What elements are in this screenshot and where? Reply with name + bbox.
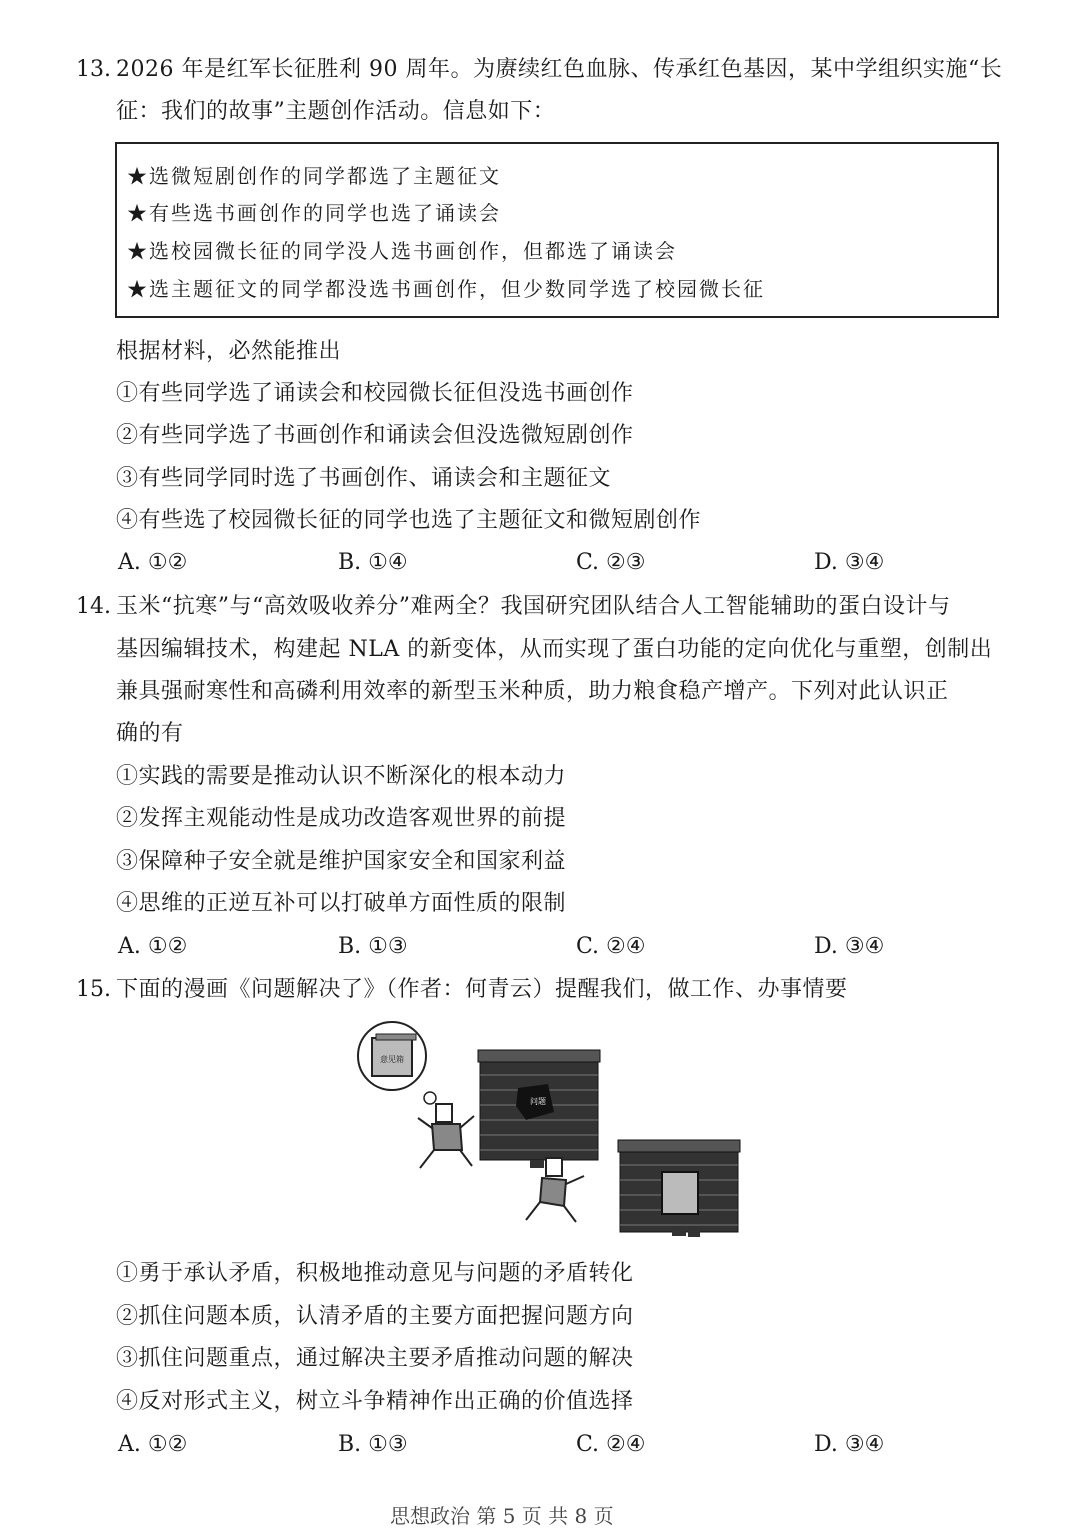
q13-number: 13.: [76, 57, 111, 82]
q13-item-1: ①有些同学选了诵读会和校园微长征但没选书画创作: [116, 381, 634, 406]
q15-item-3: ③抓住问题重点，通过解决主要矛盾推动问题的解决: [116, 1346, 634, 1371]
q14-item-1: ①实践的需要是推动认识不断深化的根本动力: [116, 764, 567, 789]
q14-option-c[interactable]: C. ②④: [576, 934, 646, 959]
q15-item-4: ④反对形式主义，树立斗争精神作出正确的价值选择: [116, 1389, 634, 1414]
q14-number: 14.: [76, 594, 111, 619]
page-footer: 思想政治 第 5 页 共 8 页: [390, 1504, 614, 1528]
q14-option-b[interactable]: B. ①③: [338, 934, 408, 959]
brick-wall-with-box-icon: [618, 1140, 740, 1237]
q15-options: [118, 1431, 1018, 1459]
brick-wall-icon: [478, 1050, 600, 1169]
q15-option-b[interactable]: B. ①③: [338, 1432, 408, 1457]
q13-box-line-3: ★选校园微长征的同学没人选书画创作，但都选了诵读会: [127, 239, 677, 263]
q13-stem-line2: 征：我们的故事”主题创作活动。信息如下：: [116, 99, 556, 124]
q14-option-d[interactable]: D. ③④: [814, 934, 885, 959]
q15-option-d[interactable]: D. ③④: [814, 1432, 885, 1457]
q13-item-4: ④有些选了校园微长征的同学也选了主题征文和微短剧创作: [116, 508, 702, 533]
q15-option-a[interactable]: A. ①②: [118, 1432, 188, 1457]
q14-stem-line4: 确的有: [116, 721, 184, 746]
q13-stem-line1: 2026 年是红军长征胜利 90 周年。为赓续红色血脉、传承红色基因，某中学组织实施“长: [116, 57, 1003, 82]
cartoon-illustration: [350, 1020, 750, 1250]
cartoon-hole-label: 问题: [530, 1097, 546, 1106]
q13-item-3: ③有些同学同时选了书画创作、诵读会和主题征文: [116, 466, 612, 491]
q14-item-3: ③保障种子安全就是维护国家安全和国家利益: [116, 849, 567, 874]
q14-item-4: ④思维的正逆互补可以打破单方面性质的限制: [116, 891, 567, 916]
q15-number: 15.: [76, 977, 111, 1002]
q13-prompt: 根据材料，必然能推出: [116, 339, 342, 364]
q13-box-line-4: ★选主题征文的同学都没选书画创作，但少数同学选了校园微长征: [127, 277, 765, 301]
q13-options: [118, 549, 1018, 577]
q13-box-line-1: ★选微短剧创作的同学都选了主题征文: [127, 164, 501, 188]
q13-item-2: ②有些同学选了书画创作和诵读会但没选微短剧创作: [116, 423, 634, 448]
q15-stem: 下面的漫画《问题解决了》（作者：何青云）提醒我们，做工作、办事情要: [116, 977, 848, 1002]
q13-option-d[interactable]: D. ③④: [814, 550, 885, 575]
person-icon: [418, 1104, 474, 1168]
q13-option-a[interactable]: A. ①②: [118, 550, 188, 575]
q13-option-b[interactable]: B. ①④: [338, 550, 408, 575]
q14-options: [118, 933, 1018, 961]
cartoon-box-label: 意见箱: [380, 1055, 404, 1064]
q15-option-c[interactable]: C. ②④: [576, 1432, 646, 1457]
q14-stem-line1: 玉米“抗寒”与“高效吸收养分”难两全？我国研究团队结合人工智能辅助的蛋白设计与: [116, 594, 951, 619]
q13-option-c[interactable]: C. ②③: [576, 550, 646, 575]
q15-item-1: ①勇于承认矛盾，积极地推动意见与问题的矛盾转化: [116, 1261, 634, 1286]
q13-box-line-2: ★有些选书画创作的同学也选了诵读会: [127, 201, 501, 225]
q14-option-a[interactable]: A. ①②: [118, 934, 188, 959]
q15-item-2: ②抓住问题本质，认清矛盾的主要方面把握问题方向: [116, 1304, 634, 1329]
q14-stem-line2: 基因编辑技术，构建起 NLA 的新变体，从而实现了蛋白功能的定向优化与重塑，创制出: [116, 637, 993, 662]
q14-item-2: ②发挥主观能动性是成功改造客观世界的前提: [116, 806, 567, 831]
q14-stem-line3: 兼具强耐寒性和高磷利用效率的新型玉米种质，助力粮食稳产增产。下列对此认识正: [116, 679, 949, 704]
q13-info-box: [115, 142, 999, 318]
